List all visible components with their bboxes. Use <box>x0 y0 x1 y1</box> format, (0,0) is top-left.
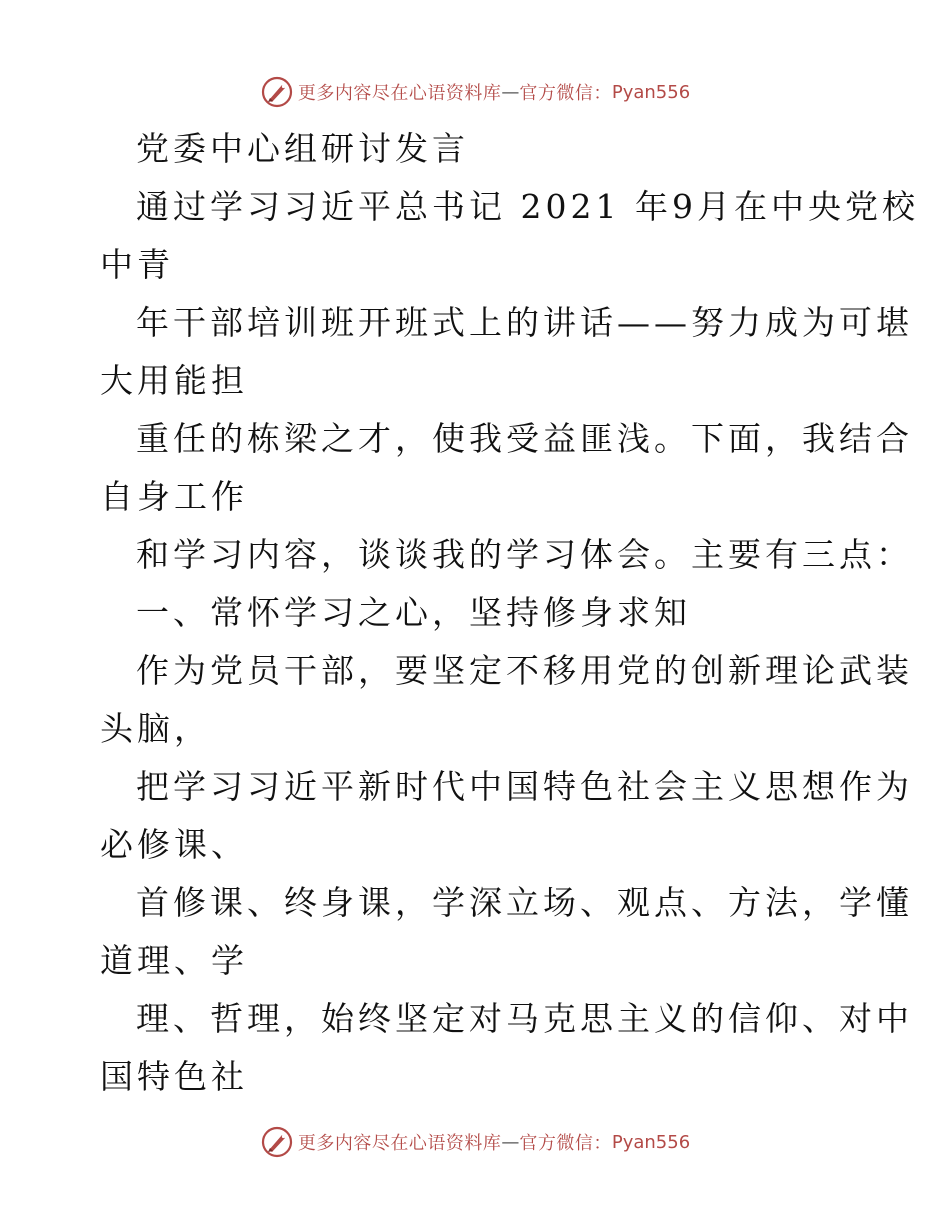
paragraph-line: 自身工作 <box>100 477 248 516</box>
paragraph-line: 必修课、 <box>100 825 248 864</box>
fountain-pen-logo-icon <box>260 1125 294 1159</box>
paragraph-line: 大用能担 <box>100 361 248 400</box>
paragraph-line: 和学习内容，谈谈我的学习体会。主要有三点： <box>136 535 913 574</box>
paragraph-line: 首修课、终身课，学深立场、观点、方法，学懂 <box>136 883 913 922</box>
paragraph-line: 中青 <box>100 245 174 284</box>
watermark-site-text: 更多内容尽在心语资料库 <box>297 1133 502 1154</box>
paragraph-line: 道理、学 <box>100 941 248 980</box>
watermark-wechat-id: Pyan556 <box>611 81 691 103</box>
paragraph-line: 把学习习近平新时代中国特色社会主义思想作为 <box>136 767 913 806</box>
paragraph-line: 作为党员干部，要坚定不移用党的创新理论武装 <box>136 651 913 690</box>
paragraph-line: 国特色社 <box>100 1057 248 1096</box>
watermark-dash: — <box>501 1131 520 1153</box>
watermark-wechat-label: 官方微信： <box>519 83 612 104</box>
watermark-site-text: 更多内容尽在心语资料库 <box>297 83 502 104</box>
paragraph-line: 头脑， <box>100 709 211 748</box>
paragraph-line: 通过学习习近平总书记 2021 年9月在中央党校 <box>136 187 919 226</box>
footer-watermark <box>0 1122 950 1162</box>
paragraph-line: 重任的栋梁之才，使我受益匪浅。下面，我结合 <box>136 419 913 458</box>
header-watermark <box>0 72 950 112</box>
paragraph-line: 年干部培训班开班式上的讲话——努力成为可堪 <box>136 303 913 342</box>
section-heading: 一、常怀学习之心，坚持修身求知 <box>136 593 691 632</box>
watermark-dash: — <box>501 81 520 103</box>
fountain-pen-logo-icon <box>260 75 294 109</box>
paragraph-line: 理、哲理，始终坚定对马克思主义的信仰、对中 <box>136 999 913 1038</box>
document-title: 党委中心组研讨发言 <box>136 129 469 168</box>
watermark-wechat-id: Pyan556 <box>611 1131 691 1153</box>
watermark-wechat-label: 官方微信： <box>519 1133 612 1154</box>
document-body <box>100 120 919 1106</box>
